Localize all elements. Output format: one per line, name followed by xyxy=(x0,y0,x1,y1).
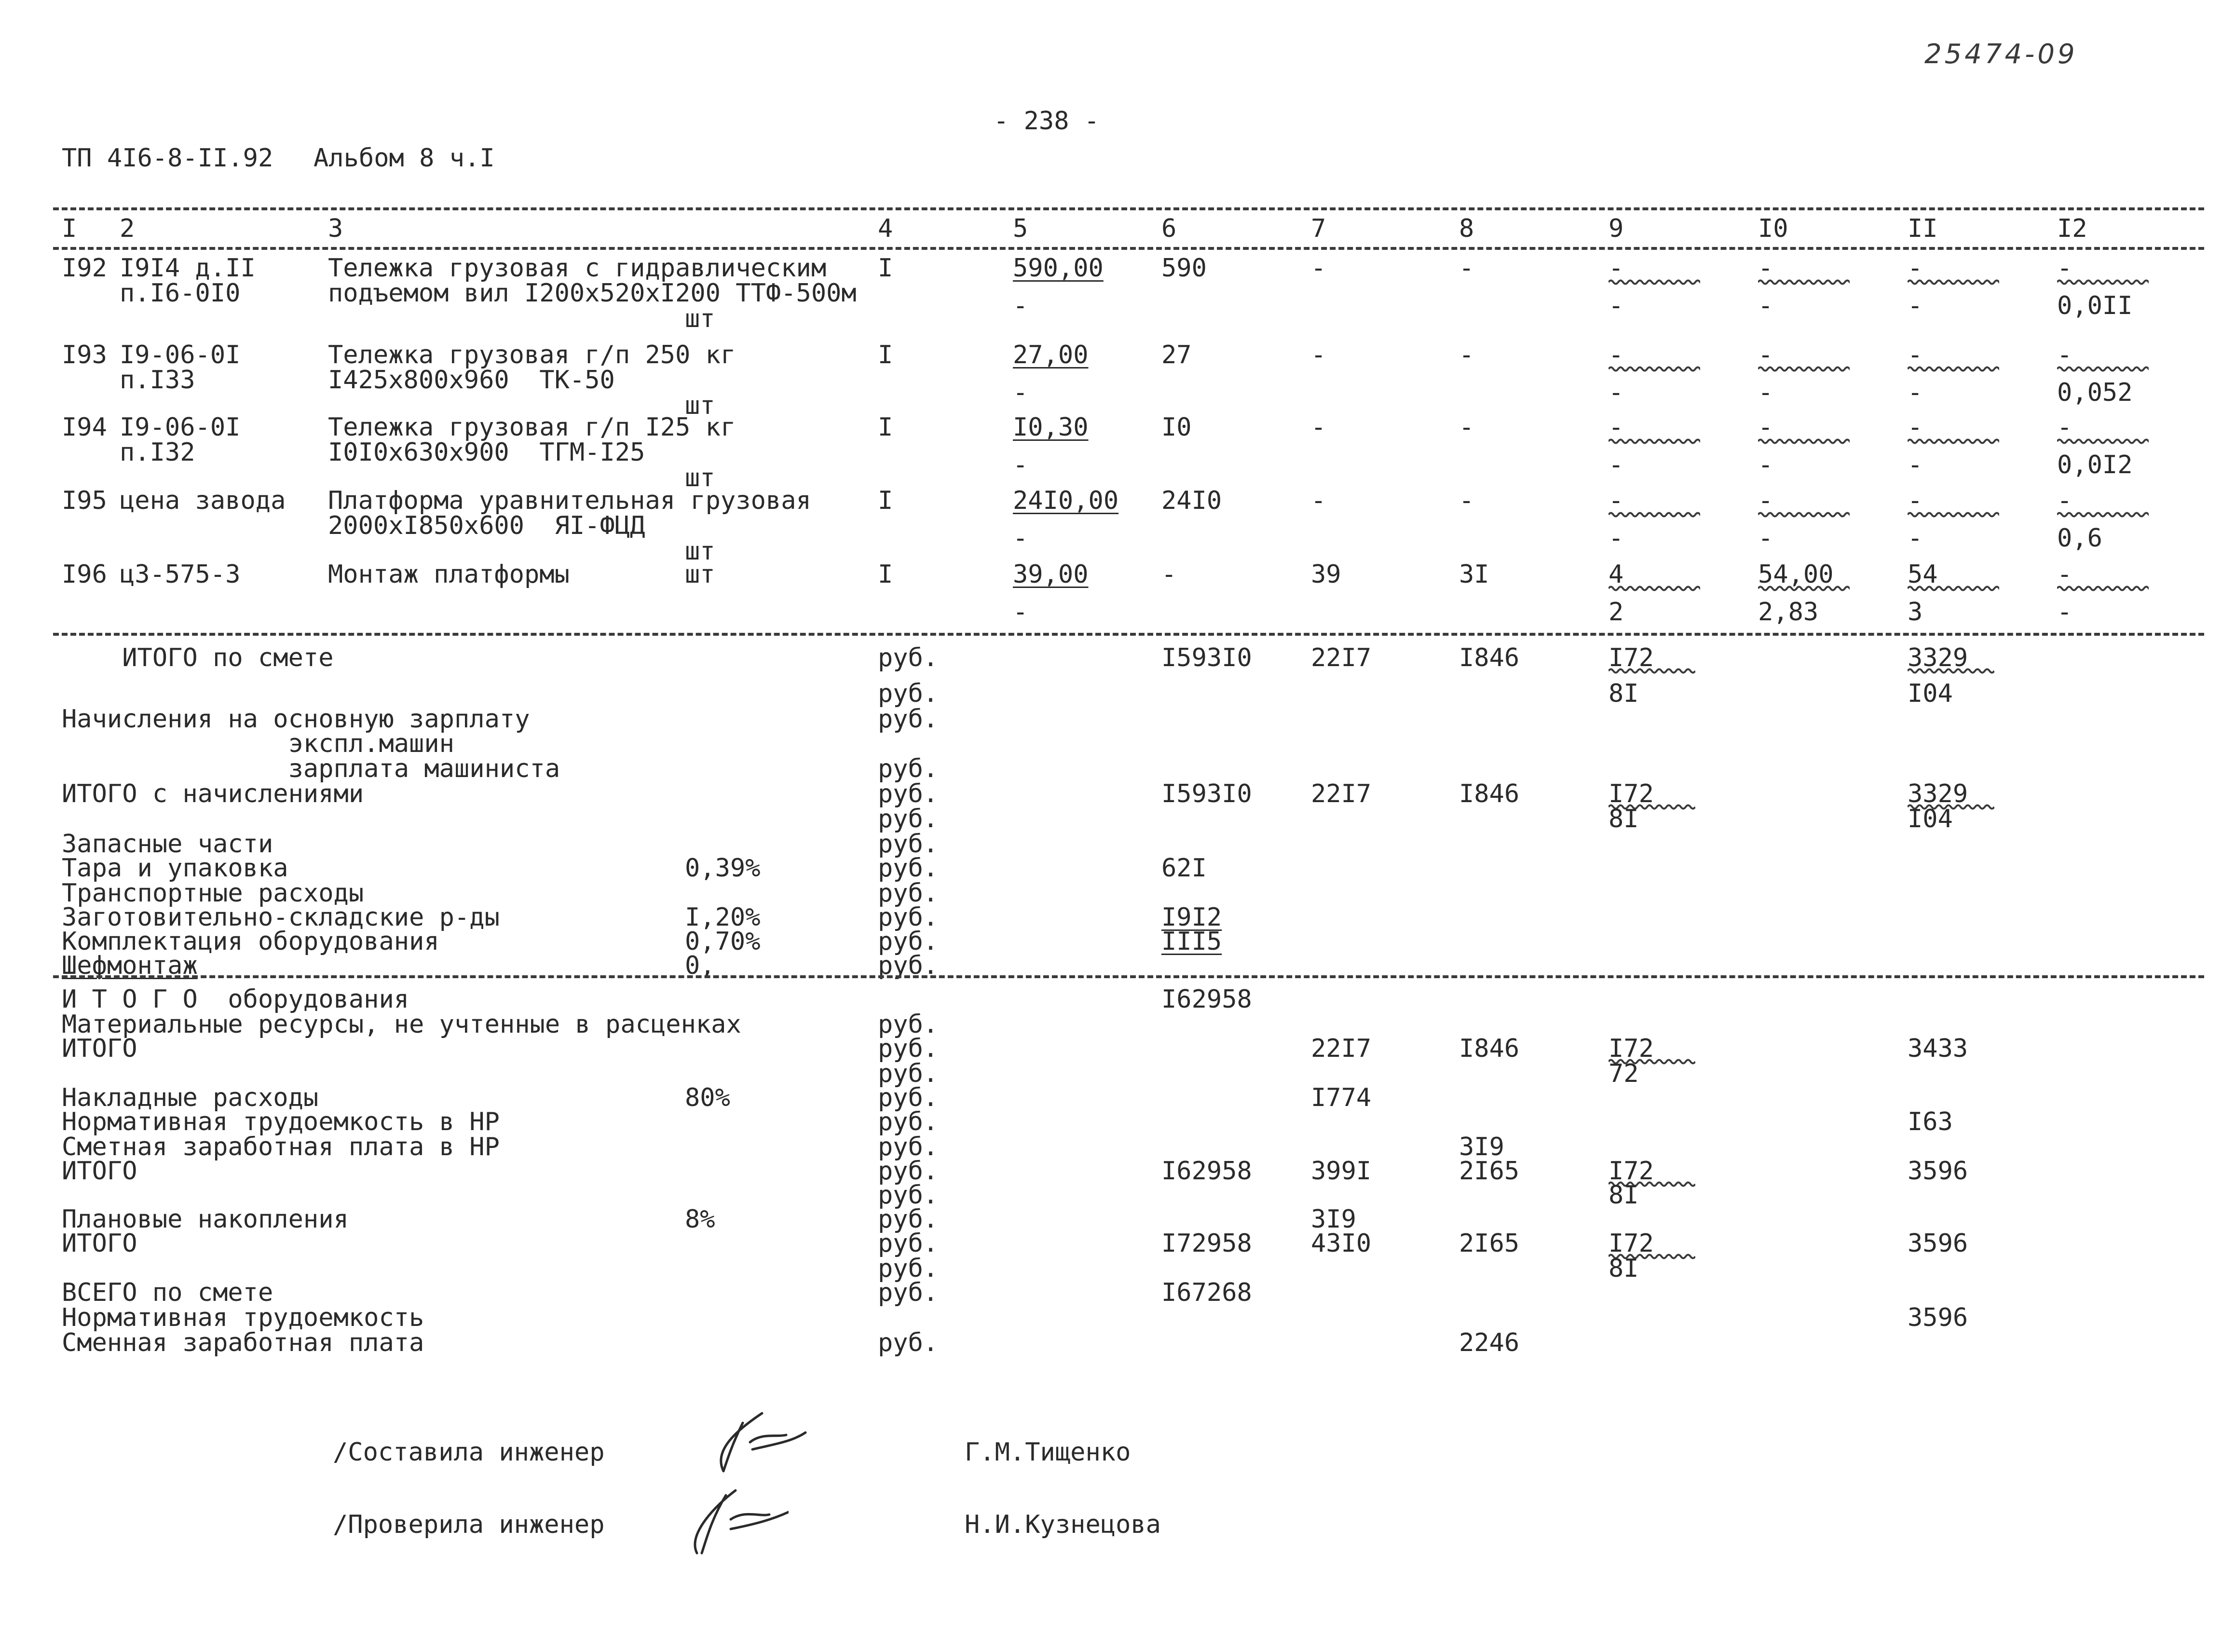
page-number: - 238 - xyxy=(994,107,1100,136)
row-col7: - xyxy=(1311,341,1326,369)
summary-col11: 3596 xyxy=(1908,1229,1968,1258)
summary-label: Запасные части xyxy=(62,830,273,859)
row-unit: шт xyxy=(685,537,715,566)
summary-col7: 22I7 xyxy=(1311,1034,1372,1063)
summary-unit: руб. xyxy=(878,805,939,833)
row-code: I9I4 д.II xyxy=(120,254,256,283)
column-number: 5 xyxy=(1013,214,1028,243)
column-number: I2 xyxy=(2057,214,2087,243)
summary-col9: 8I xyxy=(1609,1254,1639,1283)
summary-unit: руб. xyxy=(878,1107,939,1136)
summary-unit: руб. xyxy=(878,903,939,932)
underline-mark xyxy=(1908,511,1999,518)
summary-unit: руб. xyxy=(878,705,939,734)
summary-label: Нормативная трудоемкость xyxy=(62,1303,424,1332)
summary-unit: руб. xyxy=(878,1133,939,1161)
summary-unit: руб. xyxy=(878,779,939,808)
row-c9-bottom: - xyxy=(1609,451,1624,479)
underline-mark xyxy=(1609,438,1700,445)
underline-mark xyxy=(2057,438,2149,445)
summary-unit: руб. xyxy=(878,1157,939,1186)
row-quantity: I xyxy=(878,486,893,515)
column-number: 8 xyxy=(1459,214,1474,243)
row-col7: - xyxy=(1311,486,1326,515)
underline-mark xyxy=(1758,438,1850,445)
row-col5-top: I0,30 xyxy=(1013,413,1089,442)
summary-percent: 80% xyxy=(685,1083,730,1112)
summary-col9: I72 xyxy=(1609,779,1654,808)
row-col6: 27 xyxy=(1161,341,1192,369)
row-col8: - xyxy=(1459,486,1474,515)
row-c11-top: - xyxy=(1908,486,1923,515)
summary-label: Накладные расходы xyxy=(62,1083,319,1112)
summary-unit: руб. xyxy=(878,1034,939,1063)
row-c12-bottom: 0,6 xyxy=(2057,524,2102,553)
row-number: I94 xyxy=(62,413,107,442)
row-c10-top: - xyxy=(1758,486,1773,515)
underline-mark xyxy=(1609,366,1700,372)
summary-col7: 43I0 xyxy=(1311,1229,1372,1258)
row-code-sub: п.I6-0I0 xyxy=(120,279,241,308)
row-col6: 24I0 xyxy=(1161,486,1222,515)
row-col8: - xyxy=(1459,341,1474,369)
summary-label: Заготовительно-складские р-ды xyxy=(62,903,500,932)
row-unit: шт xyxy=(685,391,715,420)
summary-col11: I04 xyxy=(1908,805,1953,833)
underline-mark xyxy=(2057,279,2149,286)
summary-percent: 0,39% xyxy=(685,854,761,883)
row-number: I92 xyxy=(62,254,107,283)
summary-col6: I593I0 xyxy=(1161,779,1252,808)
row-c12-bottom: - xyxy=(2057,598,2072,627)
summary-col6: III5 xyxy=(1161,927,1222,956)
column-number: 6 xyxy=(1161,214,1177,243)
summary-unit: руб. xyxy=(878,1254,939,1283)
summary-unit: руб. xyxy=(878,1083,939,1112)
summary-col7: 22I7 xyxy=(1311,643,1372,672)
summary-col9: I72 xyxy=(1609,1157,1654,1186)
row-c11-bottom: - xyxy=(1908,378,1923,407)
row-col5-bottom: - xyxy=(1013,291,1028,320)
row-col5-bottom: - xyxy=(1013,378,1028,407)
row-c9-bottom: - xyxy=(1609,378,1624,407)
album-label: Альбом 8 ч.I xyxy=(314,144,495,173)
summary-unit: руб. xyxy=(878,1278,939,1307)
summary-percent: 0, xyxy=(685,951,715,980)
summary-label: Комплектация оборудования xyxy=(62,927,439,956)
summary-col7: 22I7 xyxy=(1311,779,1372,808)
row-c10-bottom: - xyxy=(1758,291,1773,320)
summary-unit: руб. xyxy=(878,854,939,883)
row-c11-bottom: 3 xyxy=(1908,598,1923,627)
summary-col8: 3I9 xyxy=(1459,1133,1504,1161)
summary-col6: 62I xyxy=(1161,854,1207,883)
row-name: Тележка грузовая с гидравлическим xyxy=(328,254,827,283)
row-c12-top: - xyxy=(2057,254,2072,283)
row-code-sub: п.I32 xyxy=(120,438,195,467)
row-number: I93 xyxy=(62,341,107,369)
summary-label: Материальные ресурсы, не учтенные в расценках xyxy=(62,1010,741,1039)
row-code-sub: п.I33 xyxy=(120,366,195,395)
row-c10-top: - xyxy=(1758,413,1773,442)
row-unit: шт xyxy=(685,304,715,333)
underline-mark xyxy=(1758,279,1850,286)
row-quantity: I xyxy=(878,413,893,442)
summary-col7: 3I9 xyxy=(1311,1205,1356,1234)
column-number: II xyxy=(1908,214,1938,243)
row-col5-top: 24I0,00 xyxy=(1013,486,1119,515)
summary-unit: руб. xyxy=(878,927,939,956)
row-col5-top: 590,00 xyxy=(1013,254,1104,283)
row-c11-top: 54 xyxy=(1908,560,1938,589)
summary-col6: I62958 xyxy=(1161,1157,1252,1186)
summary-label: Сметная заработная плата в НР xyxy=(62,1133,500,1161)
rule-under-header xyxy=(53,247,2204,250)
signature-1 xyxy=(704,1404,810,1476)
row-c12-top: - xyxy=(2057,560,2072,589)
underline-mark xyxy=(1908,279,1999,286)
row-col5-top: 39,00 xyxy=(1013,560,1089,589)
signature-role: /Составила инженер xyxy=(333,1438,605,1467)
row-c9-bottom: - xyxy=(1609,291,1624,320)
summary-label: Сменная заработная плата xyxy=(62,1328,424,1357)
underline-mark xyxy=(1908,585,1999,592)
row-unit: шт xyxy=(685,560,715,589)
summary-col6: I62958 xyxy=(1161,985,1252,1014)
row-name: Монтаж платформы xyxy=(328,560,570,589)
signature-role: /Проверила инженер xyxy=(333,1510,605,1539)
row-c11-bottom: - xyxy=(1908,524,1923,553)
summary-label: ВСЕГО по смете xyxy=(62,1278,273,1307)
row-c12-bottom: 0,0II xyxy=(2057,291,2133,320)
summary-unit: руб. xyxy=(878,951,939,980)
row-col8: 3I xyxy=(1459,560,1489,589)
row-number: I95 xyxy=(62,486,107,515)
summary-label: И Т О Г О оборудования xyxy=(62,985,409,1014)
row-col6: - xyxy=(1161,560,1177,589)
summary-col9: I72 xyxy=(1609,1229,1654,1258)
summary-col11: 3329 xyxy=(1908,643,1968,672)
row-c9-top: - xyxy=(1609,413,1624,442)
column-number: I0 xyxy=(1758,214,1788,243)
row-name-sub: подъемом вил I200х520хI200 ТТФ-500м xyxy=(328,279,857,308)
column-number: 3 xyxy=(328,214,343,243)
summary-label: Нормативная трудоемкость в НР xyxy=(62,1107,500,1136)
row-c10-top: - xyxy=(1758,341,1773,369)
row-name-sub: I425х800х960 ТК-50 xyxy=(328,366,615,395)
row-quantity: I xyxy=(878,341,893,369)
summary-unit: руб. xyxy=(878,679,939,708)
summary-col11: I04 xyxy=(1908,679,1953,708)
summary-unit: руб. xyxy=(878,1059,939,1088)
summary-col9: I72 xyxy=(1609,643,1654,672)
summary-unit: руб. xyxy=(878,1328,939,1357)
summary-label: Начисления на основную зарплату xyxy=(62,705,530,734)
underline-mark xyxy=(2057,511,2149,518)
row-quantity: I xyxy=(878,254,893,283)
summary-unit: руб. xyxy=(878,879,939,908)
underline-mark xyxy=(1758,585,1850,592)
summary-unit: руб. xyxy=(878,1205,939,1234)
summary-col8: 2246 xyxy=(1459,1328,1520,1357)
summary-col9: 72 xyxy=(1609,1059,1639,1088)
underline-mark xyxy=(2057,366,2149,372)
summary-label: экспл.машин xyxy=(62,729,454,758)
row-c12-top: - xyxy=(2057,341,2072,369)
summary-unit: руб. xyxy=(878,1229,939,1258)
row-col6: 590 xyxy=(1161,254,1207,283)
summary-label: Транспортные расходы xyxy=(62,879,364,908)
summary-col11: 3596 xyxy=(1908,1303,1968,1332)
row-c9-bottom: - xyxy=(1609,524,1624,553)
column-number: 9 xyxy=(1609,214,1624,243)
row-c9-top: - xyxy=(1609,254,1624,283)
row-c10-top: 54,00 xyxy=(1758,560,1834,589)
underline-mark xyxy=(2057,585,2149,592)
summary-col11: I63 xyxy=(1908,1107,1953,1136)
signatory-name: Н.И.Кузнецова xyxy=(965,1510,1161,1539)
row-code: цена завода xyxy=(120,486,286,515)
row-col7: 39 xyxy=(1311,560,1341,589)
row-col5-top: 27,00 xyxy=(1013,341,1089,369)
summary-label: Тара и упаковка xyxy=(62,854,288,883)
row-name: Платформа уравнительная грузовая xyxy=(328,486,811,515)
row-col5-bottom: - xyxy=(1013,451,1028,479)
row-name: Тележка грузовая г/п 250 кг xyxy=(328,341,736,369)
summary-col6: I72958 xyxy=(1161,1229,1252,1258)
summary-col6: I9I2 xyxy=(1161,903,1222,932)
row-c10-bottom: 2,83 xyxy=(1758,598,1819,627)
rule-top xyxy=(53,207,2204,210)
project-code: ТП 4I6-8-II.92 xyxy=(62,144,273,173)
column-number: 2 xyxy=(120,214,135,243)
row-col7: - xyxy=(1311,413,1326,442)
row-col5-bottom: - xyxy=(1013,598,1028,627)
summary-col11: 3329 xyxy=(1908,779,1968,808)
summary-col11: 3433 xyxy=(1908,1034,1968,1063)
row-c11-top: - xyxy=(1908,254,1923,283)
summary-unit: руб. xyxy=(878,1010,939,1039)
underline-mark xyxy=(1609,279,1700,286)
signature-2 xyxy=(682,1476,789,1558)
row-c10-bottom: - xyxy=(1758,524,1773,553)
summary-col7: I774 xyxy=(1311,1083,1372,1112)
row-c9-bottom: 2 xyxy=(1609,598,1624,627)
row-quantity: I xyxy=(878,560,893,589)
row-c12-top: - xyxy=(2057,413,2072,442)
underline-mark xyxy=(1908,438,1999,445)
summary-col6: I67268 xyxy=(1161,1278,1252,1307)
document-code: 25474-09 xyxy=(1924,39,2078,70)
row-name-sub: I0I0х630х900 ТГМ-I25 xyxy=(328,438,645,467)
row-code: I9-06-0I xyxy=(120,341,241,369)
row-c9-top: 4 xyxy=(1609,560,1624,589)
summary-label: ИТОГО xyxy=(62,1034,137,1063)
summary-label: зарплата машиниста xyxy=(62,754,560,783)
row-code: I9-06-0I xyxy=(120,413,241,442)
summary-unit: руб. xyxy=(878,1181,939,1210)
underline-mark xyxy=(1758,511,1850,518)
column-number: I xyxy=(62,214,77,243)
summary-unit: руб. xyxy=(878,830,939,859)
row-col6: I0 xyxy=(1161,413,1192,442)
summary-percent: 8% xyxy=(685,1205,715,1234)
summary-unit: руб. xyxy=(878,754,939,783)
rule-after-items xyxy=(53,633,2204,636)
row-c11-top: - xyxy=(1908,341,1923,369)
row-c11-bottom: - xyxy=(1908,291,1923,320)
summary-unit: руб. xyxy=(878,643,939,672)
summary-label: Шефмонтаж xyxy=(62,951,198,980)
row-col8: - xyxy=(1459,413,1474,442)
summary-col8: I846 xyxy=(1459,779,1520,808)
row-c10-top: - xyxy=(1758,254,1773,283)
summary-label: Плановые накопления xyxy=(62,1205,349,1234)
underline-mark xyxy=(1908,668,1994,674)
underline-mark xyxy=(1609,668,1695,674)
row-unit: шт xyxy=(685,464,715,492)
row-name-sub: 2000хI850х600 ЯI-ФЦД xyxy=(328,511,645,540)
row-c9-top: - xyxy=(1609,341,1624,369)
underline-mark xyxy=(1908,366,1999,372)
row-c10-bottom: - xyxy=(1758,451,1773,479)
summary-col9: I72 xyxy=(1609,1034,1654,1063)
summary-col9: 8I xyxy=(1609,1181,1639,1210)
rule-after-equipment xyxy=(53,975,2204,978)
row-c12-top: - xyxy=(2057,486,2072,515)
summary-col7: 399I xyxy=(1311,1157,1372,1186)
underline-mark xyxy=(1609,511,1700,518)
row-c11-top: - xyxy=(1908,413,1923,442)
signatory-name: Г.М.Тищенко xyxy=(965,1438,1131,1467)
summary-percent: 0,70% xyxy=(685,927,761,956)
summary-label: ИТОГО с начислениями xyxy=(62,779,364,808)
summary-col8: 2I65 xyxy=(1459,1157,1520,1186)
row-name: Тележка грузовая г/п I25 кг xyxy=(328,413,736,442)
row-c12-bottom: 0,052 xyxy=(2057,378,2133,407)
row-col8: - xyxy=(1459,254,1474,283)
row-number: I96 xyxy=(62,560,107,589)
summary-col11: 3596 xyxy=(1908,1157,1968,1186)
underline-mark xyxy=(1758,366,1850,372)
summary-col9: 8I xyxy=(1609,679,1639,708)
summary-col9: 8I xyxy=(1609,805,1639,833)
summary-percent: I,20% xyxy=(685,903,761,932)
column-number: 7 xyxy=(1311,214,1326,243)
row-c11-bottom: - xyxy=(1908,451,1923,479)
row-col5-bottom: - xyxy=(1013,524,1028,553)
row-col7: - xyxy=(1311,254,1326,283)
row-c9-top: - xyxy=(1609,486,1624,515)
summary-col8: 2I65 xyxy=(1459,1229,1520,1258)
column-number: 4 xyxy=(878,214,893,243)
summary-col8: I846 xyxy=(1459,643,1520,672)
row-c10-bottom: - xyxy=(1758,378,1773,407)
row-c12-bottom: 0,0I2 xyxy=(2057,451,2133,479)
summary-col8: I846 xyxy=(1459,1034,1520,1063)
summary-col6: I593I0 xyxy=(1161,643,1252,672)
summary-label: ИТОГО по смете xyxy=(62,643,334,672)
underline-mark xyxy=(1609,585,1700,592)
summary-label: ИТОГО xyxy=(62,1229,137,1258)
summary-label: ИТОГО xyxy=(62,1157,137,1186)
row-code: ц3-575-3 xyxy=(120,560,241,589)
